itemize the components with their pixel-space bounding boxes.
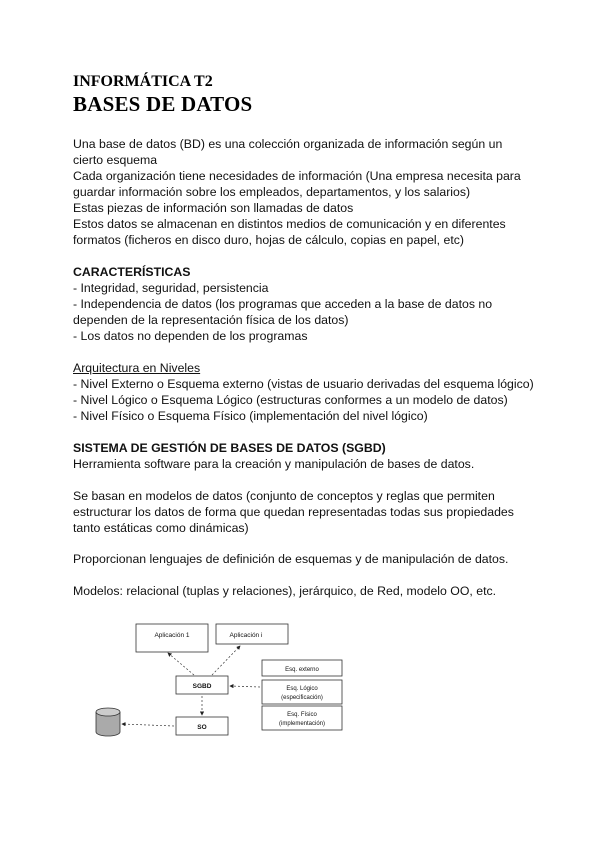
caracteristicas-line: dependen de la representación física de los datos) — [73, 313, 349, 327]
sgbd-heading: SISTEMA DE GESTIÓN DE BASES DE DATOS (SGBD) — [73, 441, 386, 455]
document-subject: INFORMÁTICA T2 — [73, 73, 213, 90]
esq-externo-label: Esq. externo — [285, 667, 319, 673]
app1-label: Aplicación 1 — [154, 632, 190, 639]
intro-line: cierto esquema — [73, 153, 158, 167]
arquitectura-line: - Nivel Físico o Esquema Físico (implementación del nivel lógico) — [73, 409, 428, 423]
modelos-datos-line: estructurar los datos de forma que quedan representadas todas sus propiedades — [73, 505, 514, 519]
arquitectura-heading: Arquitectura en Niveles — [73, 361, 201, 375]
app2-label: Aplicación i — [229, 632, 263, 639]
sgbd-line: Herramienta software para la creación y manipulación de bases de datos. — [73, 457, 475, 471]
lenguajes-line: Proporcionan lenguajes de definición de esquemas y de manipulación de datos. — [73, 552, 509, 566]
modelos-datos-paragraph — [73, 488, 543, 536]
modelos-datos-line: tanto estáticas como dinámicas) — [73, 521, 249, 535]
sgbd-label: SGBD — [192, 683, 212, 690]
sgbd-architecture-diagram — [90, 620, 360, 750]
caracteristicas-line: - Los datos no dependen de los programas — [73, 329, 308, 343]
arrow-schema-sgbd — [230, 686, 260, 687]
modelos-line: Modelos: relacional (tuplas y relaciones), jerárquico, de Red, modelo OO, etc. — [73, 584, 497, 598]
esq-logico-label: Esq. Lógico — [286, 686, 318, 692]
caracteristicas-section — [73, 264, 543, 344]
arquitectura-line: - Nivel Externo o Esquema externo (vistas de usuario derivadas del esquema lógico) — [73, 377, 534, 391]
arquitectura-section — [73, 360, 543, 424]
intro-line: formatos (ficheros en disco duro, hojas de cálculo, copias en papel, etc) — [73, 233, 464, 247]
esq-logico-sublabel: (especificación) — [281, 695, 323, 701]
intro-line: Una base de datos (BD) es una colección organizada de información según un — [73, 137, 503, 151]
modelos-datos-line: Se basan en modelos de datos (conjunto de conceptos y reglas que permiten — [73, 489, 495, 503]
arrow-so-db — [122, 724, 174, 726]
arrow-sgbd-app2 — [212, 646, 240, 675]
esq-fisico-label: Esq. Físico — [287, 712, 317, 718]
intro-paragraph — [73, 136, 543, 248]
caracteristicas-line: - Independencia de datos (los programas que acceden a la base de datos no — [73, 297, 493, 311]
arquitectura-line: - Nivel Lógico o Esquema Lógico (estructuras conformes a un modelo de datos) — [73, 393, 508, 407]
modelos-paragraph — [73, 583, 543, 599]
sgbd-section — [73, 440, 543, 472]
database-icon — [96, 708, 120, 736]
document-title: BASES DE DATOS — [73, 92, 253, 116]
intro-line: Estos datos se almacenan en distintos medios de comunicación y en diferentes — [73, 217, 506, 231]
esq-fisico-sublabel: (implementación) — [278, 721, 326, 727]
so-label: SO — [197, 724, 207, 731]
diagram-canvas — [90, 620, 360, 750]
intro-line: Estas piezas de información son llamadas de datos — [73, 201, 354, 215]
intro-line: Cada organización tiene necesidades de información (Una empresa necesita para — [73, 169, 521, 183]
caracteristicas-line: - Integridad, seguridad, persistencia — [73, 281, 269, 295]
arrow-sgbd-app1 — [168, 653, 194, 675]
intro-line: guardar información sobre los empleados, departamentos, y los salarios) — [73, 185, 471, 199]
lenguajes-paragraph — [73, 551, 543, 567]
caracteristicas-heading: CARACTERÍSTICAS — [73, 265, 191, 279]
